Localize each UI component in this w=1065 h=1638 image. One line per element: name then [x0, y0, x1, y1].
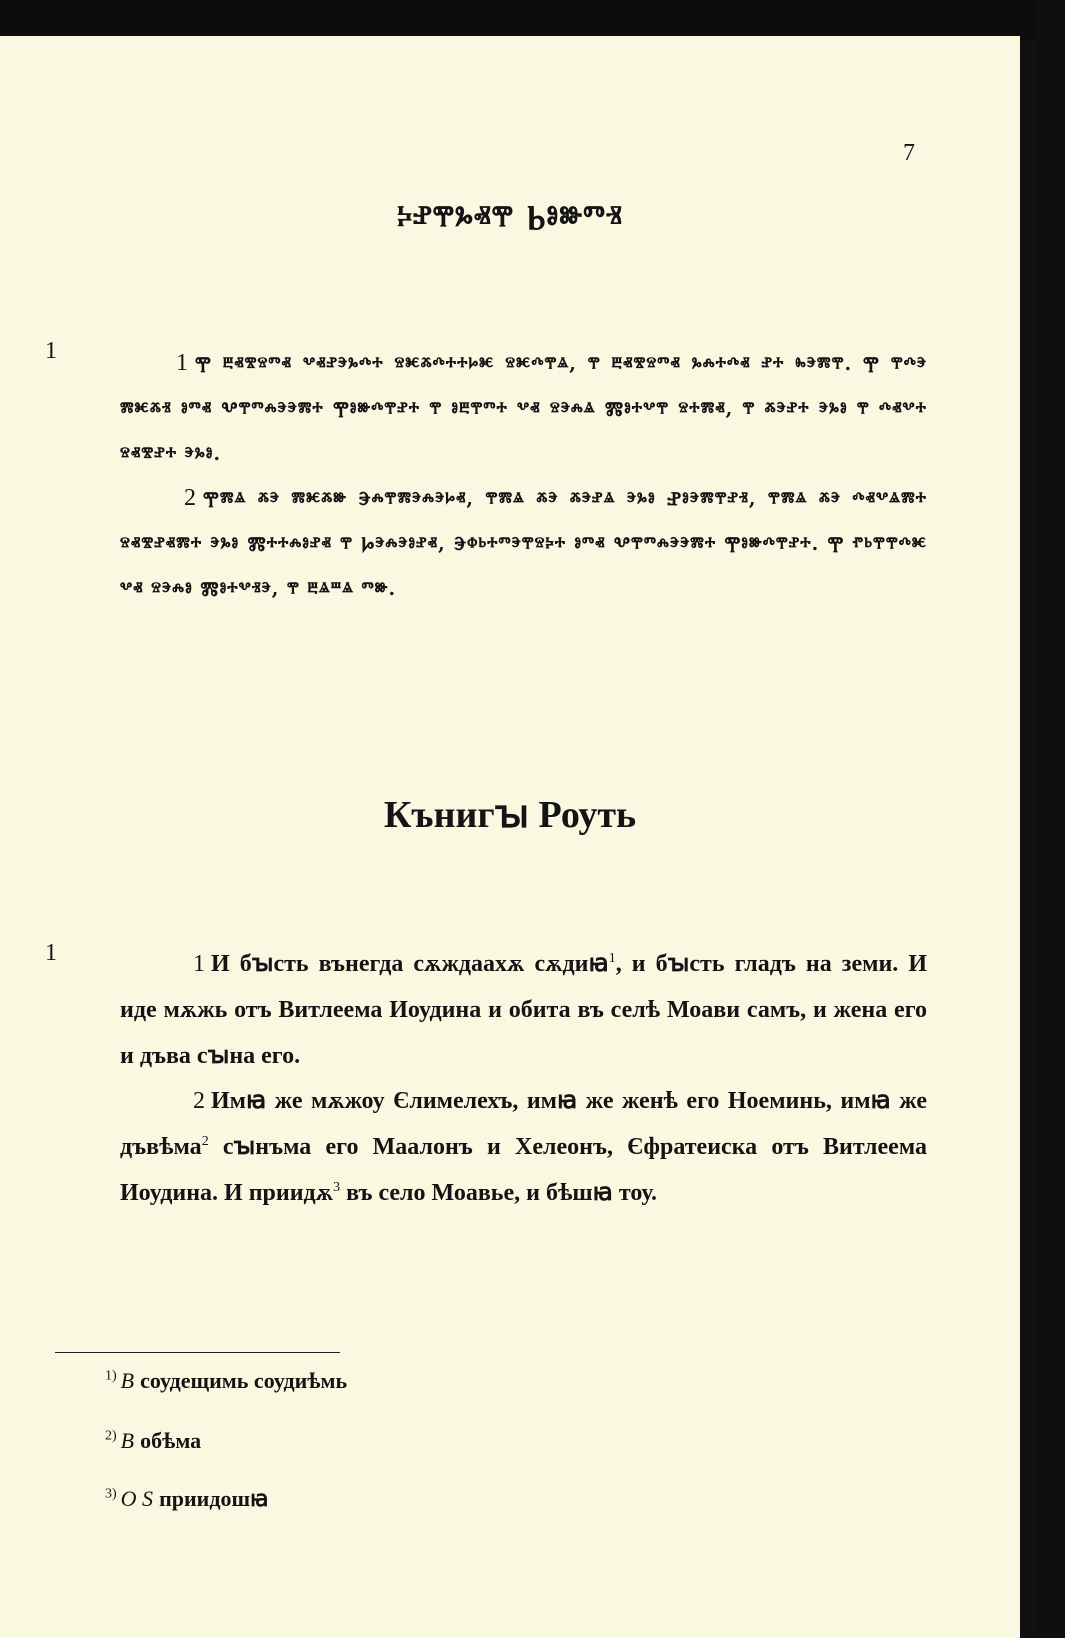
- footnote-text: соудещимь соудиѣмь: [140, 1368, 348, 1393]
- verse-number: 2: [193, 1088, 205, 1114]
- glagolitic-verse-1: [120, 341, 927, 477]
- footnote-text: приидошꙗ: [159, 1486, 269, 1511]
- verse-text-continued: въ село Моавье, и бѣшꙗ тоу.: [340, 1180, 658, 1206]
- cyrillic-verse-2: [120, 1078, 927, 1216]
- footnote-ref[interactable]: 2: [201, 1134, 209, 1149]
- verse-text-continued: сꙑнъма его Маалонъ и Хелеонъ, Єфратеиска отъ Витлеема Иоудина. И приидѫ: [120, 1134, 927, 1206]
- verse-number: 1: [193, 951, 205, 977]
- footnote-mark: 1): [105, 1368, 117, 1384]
- glagolitic-verse-2: [120, 476, 927, 612]
- verse-number: 1: [176, 350, 189, 376]
- footnote-mark: 3): [105, 1486, 117, 1502]
- footnote-source: B: [120, 1428, 135, 1453]
- verse-text: Имꙗ же мѫжоу Єлимелехъ, имꙗ же женѣ его Ноеминь, имꙗ же дъвѣма: [120, 1088, 927, 1160]
- footnote-divider: [55, 1352, 340, 1353]
- footnote-source: B: [120, 1368, 135, 1393]
- scan-border-right: [1035, 0, 1065, 1638]
- verse-text: Ⰹⰿⱑ ⰶⰵ ⰿⱘⰶⱆ Ⰵⰾⰹⰿⰵⰾⰵⱈⱏ, ⰹⰿⱑ ⰶⰵ ⰶⰵⱀⱑ ⰵⰳⱁ Ⱀⱁⰵⰿⰹⱀⱐ, ⰹⰿⱑ ⰶⰵ ⰴⱏⰲⱑⰿⰰ ⱄⱏⰺⱀⱏⰿⰰ ⰵⰳⱁ Ⰿⰰⰰⰾⱁⱀⱏ ⰹ Ⱈⰵⰾⰵⱁⱀⱏ, Ⰵⱇⱃⰰⱅⰵⰹⱄⰽⰰ ⱁⱅⱏ Ⰲⰹⱅⰾⰵⰵⰿⰰ Ⰹⱁⱆⰴⰹⱀⰰ. Ⰹ ⱂⱃⰹⰹⰴⱘ ⰲⱏ ⱄⰵⰾⱁ Ⰿⱁⰰⰲⱐⰵ, ⰹ ⰱⱑⱎⱑ ⱅⱆ.: [120, 488, 927, 600]
- cyrillic-chapter-number: 1: [45, 940, 57, 966]
- footnote-source: O S: [120, 1486, 154, 1511]
- cyrillic-title: Кънигꙑ Роуть: [383, 794, 637, 836]
- scan-border-top: [0, 0, 1065, 40]
- glagolitic-chapter-number: 1: [45, 338, 57, 364]
- page-number: 7: [903, 140, 915, 166]
- footnote-3: [105, 1486, 269, 1512]
- footnote-ref[interactable]: 3: [333, 1180, 341, 1195]
- verse-text: Ⰹ ⰱⱏⰺⱄⱅⱏ ⰲⱏⱀⰵⰳⰴⰰ ⱄⱘⰶⰴⰰⰰⱈⱘ ⱄⱘⰴⰹⱑ, ⰹ ⰱⱏⰺⱄⱅⱏ ⰳⰾⰰⰴⱏ ⱀⰰ ⰸⰵⰿⰹ. Ⰹ ⰹⰴⰵ ⰿⱘⰶⱐ ⱁⱅⱏ Ⰲⰹⱅⰾⰵⰵⰿⰰ Ⰹⱁⱆⰴⰹⱀⰰ ⰹ ⱁⰱⰹⱅⰰ ⰲⱏ ⱄⰵⰾⱑ Ⰿⱁⰰⰲⰹ ⱄⰰⰿⱏ, ⰹ ⰶⰵⱀⰰ ⰵⰳⱁ ⰹ ⰴⱏⰲⰰ ⱄⱏⰺⱀⰰ ⰵⰳⱁ.: [120, 353, 927, 465]
- cyrillic-verse-1: [120, 941, 927, 1079]
- verse-number: 2: [184, 485, 197, 511]
- footnote-1: [105, 1368, 347, 1394]
- footnote-ref[interactable]: 1: [608, 951, 616, 966]
- verse-text: И бꙑсть вънегда сѫждаахѫ сѫдиꙗ: [211, 951, 609, 977]
- glagolitic-title: ⰽⱀⰹⰳⱏⰹ Ⱃⱁⱆⱅⱐ: [397, 198, 623, 238]
- verse-text-continued: , и бꙑсть гладъ на земи. И иде мѫжь отъ Витлеема Иоудина и обита въ селѣ Моави самъ, и жена его и дъва сꙑна его.: [120, 951, 927, 1069]
- footnote-2: [105, 1428, 201, 1454]
- footnote-text: обѣма: [140, 1428, 202, 1453]
- footnote-mark: 2): [105, 1428, 117, 1444]
- book-page: [0, 36, 1020, 1638]
